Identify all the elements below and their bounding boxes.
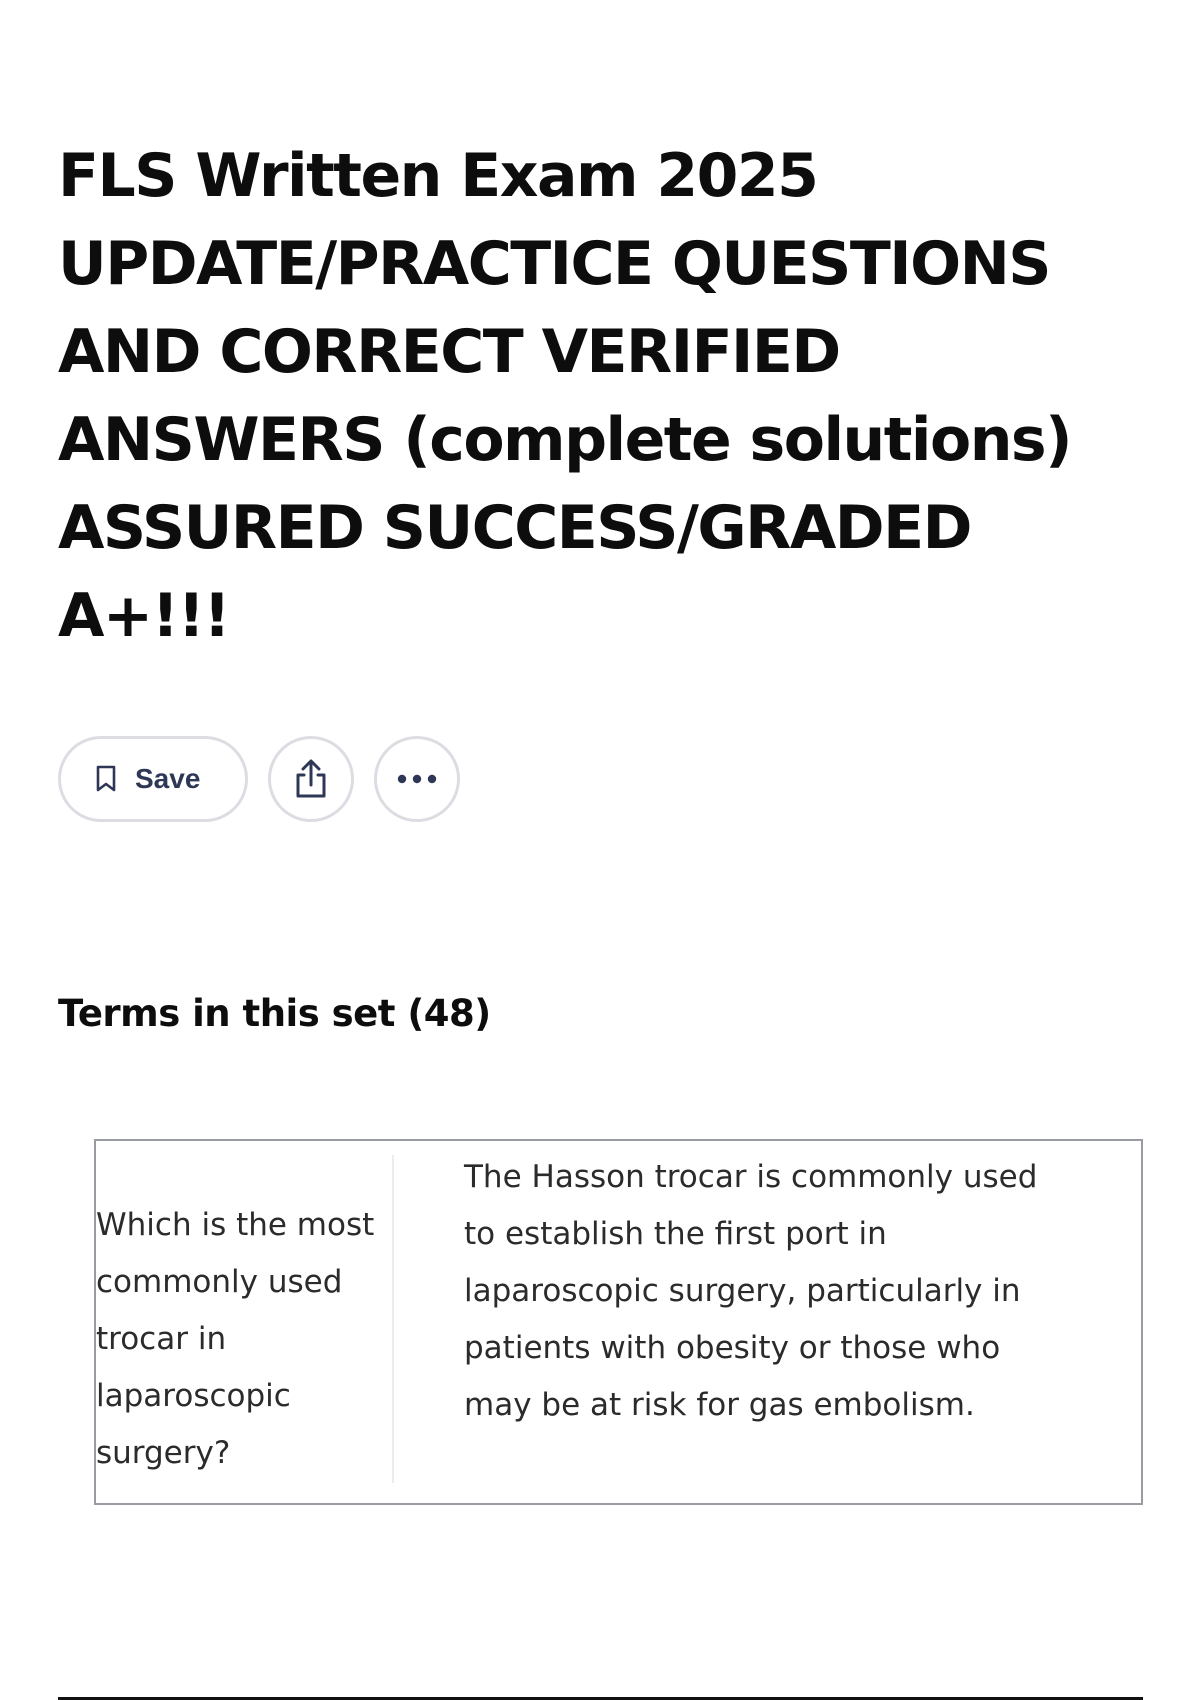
save-label: Save	[135, 763, 201, 794]
page-title	[58, 132, 1158, 660]
share-icon	[292, 758, 330, 800]
terms-heading: Terms in this set (48)	[58, 992, 491, 1035]
bookmark-icon	[95, 765, 117, 793]
card-definition: The Hasson trocar is commonly used to establish the first port in laparoscopic surgery, particularly in patients with obesity or those who may be at risk for gas embolism.	[464, 1159, 1038, 1423]
page-title-line: UPDATE/PRACTICE QUESTIONS	[58, 229, 1051, 299]
page-title-line: FLS Written Exam 2025	[58, 141, 818, 211]
more-options-button[interactable]	[374, 736, 460, 822]
page-title-line: ASSURED SUCCESS/GRADED	[58, 493, 971, 563]
more-horizontal-icon	[396, 774, 438, 784]
action-bar	[58, 736, 460, 822]
save-button[interactable]	[58, 736, 248, 822]
share-button[interactable]	[268, 736, 354, 822]
page-title-line: A+!!!	[58, 581, 230, 651]
flashcard-row	[94, 1139, 1143, 1505]
card-term: Which is the most commonly used trocar in laparoscopic surgery?	[96, 1155, 394, 1483]
page-title-line: ANSWERS (complete solutions)	[58, 405, 1072, 475]
page-title-line: AND CORRECT VERIFIED	[58, 317, 840, 387]
